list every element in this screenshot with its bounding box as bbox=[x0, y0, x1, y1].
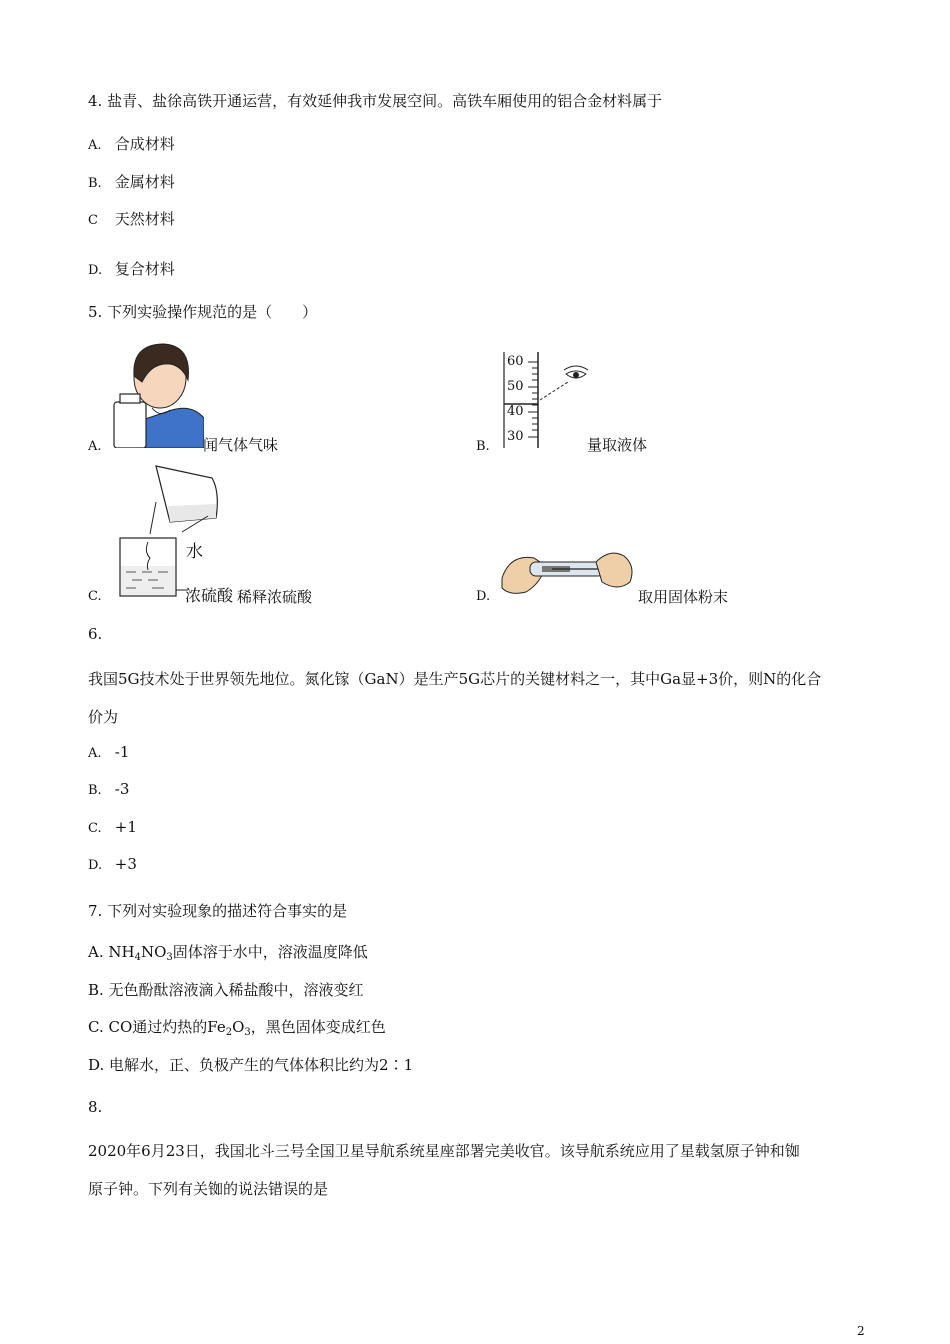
q5-option-c-letter[interactable] bbox=[88, 586, 110, 604]
option-letter: B. bbox=[88, 783, 102, 798]
cylinder-tick-60: 60 bbox=[507, 354, 524, 369]
cylinder-tick-40: 40 bbox=[507, 404, 524, 419]
cylinder-tick-30: 30 bbox=[507, 429, 524, 444]
question-6-line2: 价为 bbox=[88, 708, 119, 726]
question-8-number: 8. bbox=[88, 1098, 103, 1116]
option-text-part: ，黑色固体变成红色 bbox=[250, 1018, 386, 1036]
option-text-part: C. CO通过灼热的Fe bbox=[88, 1018, 226, 1036]
q6-option-a[interactable] bbox=[88, 743, 129, 761]
q4-option-b[interactable] bbox=[88, 171, 175, 192]
question-6-number: 6. bbox=[88, 625, 103, 643]
option-text: 合成材料 bbox=[114, 135, 175, 153]
q6-option-b[interactable] bbox=[88, 780, 129, 798]
subscript: 2 bbox=[225, 1027, 233, 1038]
question-6-line1: 我国5G技术处于世界领先地位。氮化镓（GaN）是生产5G芯片的关键材料之一，其中Ga显+3价，则N的化合 bbox=[88, 670, 822, 688]
q5-option-b-caption: 量取液体 bbox=[587, 436, 648, 454]
solid-powder-figure bbox=[500, 544, 636, 602]
option-text: 金属材料 bbox=[114, 173, 175, 191]
option-text: +1 bbox=[114, 818, 137, 836]
option-letter: C. bbox=[88, 821, 102, 836]
q4-option-c[interactable] bbox=[88, 208, 175, 229]
q5-option-b-letter[interactable] bbox=[476, 436, 498, 454]
option-letter: C bbox=[88, 213, 98, 228]
option-letter: D. bbox=[476, 589, 491, 604]
option-letter: D. bbox=[88, 858, 103, 873]
q5-option-c-caption: 稀释浓硫酸 bbox=[237, 588, 313, 606]
question-4-stem: 4. 盐青、盐徐高铁开通运营，有效延伸我市发展空间。高铁车厢使用的铝合金材料属于 bbox=[88, 92, 663, 110]
dilute-acid-figure bbox=[112, 462, 232, 602]
q7-option-b[interactable]: B. 无色酚酞溶液滴入稀盐酸中，溶液变红 bbox=[88, 981, 364, 999]
q4-option-d[interactable] bbox=[88, 258, 175, 279]
option-letter: A. bbox=[88, 138, 102, 153]
q7-option-c[interactable] bbox=[88, 1016, 386, 1038]
option-text: 天然材料 bbox=[114, 210, 175, 228]
option-text: -3 bbox=[114, 780, 130, 798]
q5-option-a-letter[interactable] bbox=[88, 436, 110, 454]
subscript: 3 bbox=[166, 952, 173, 963]
subscript: 3 bbox=[244, 1027, 251, 1038]
option-letter: B. bbox=[88, 176, 102, 191]
label-water: 水 bbox=[186, 542, 203, 562]
option-text: -1 bbox=[114, 743, 130, 761]
question-8-line2: 原子钟。下列有关铷的说法错误的是 bbox=[88, 1180, 329, 1198]
smelling-gas-figure bbox=[112, 340, 204, 448]
option-text-part: NO bbox=[140, 943, 167, 961]
q4-option-a[interactable] bbox=[88, 133, 175, 154]
option-letter: A. bbox=[88, 746, 102, 761]
subscript: 4 bbox=[134, 952, 141, 963]
question-7-stem: 7. 下列对实验现象的描述符合事实的是 bbox=[88, 902, 348, 920]
option-letter: D. bbox=[88, 263, 103, 278]
option-text-part: A. NH bbox=[88, 943, 135, 961]
question-5-stem: 5. 下列实验操作规范的是（ ） bbox=[88, 303, 318, 321]
option-text: 复合材料 bbox=[114, 260, 175, 278]
q5-option-d-letter[interactable] bbox=[476, 586, 498, 604]
cylinder-tick-50: 50 bbox=[507, 379, 524, 394]
q6-option-c[interactable] bbox=[88, 818, 137, 836]
option-text-part: O bbox=[232, 1018, 245, 1036]
label-concentrated-acid: 浓硫酸 bbox=[185, 586, 234, 605]
q6-option-d[interactable] bbox=[88, 855, 137, 873]
option-letter: A. bbox=[88, 439, 102, 454]
q5-option-d-caption: 取用固体粉末 bbox=[638, 588, 729, 606]
option-text: +3 bbox=[114, 855, 137, 873]
q7-option-d[interactable]: D. 电解水，正、负极产生的气体体积比约为2∶1 bbox=[88, 1056, 414, 1074]
question-8-line1: 2020年6月23日，我国北斗三号全国卫星导航系统星座部署完美收官。该导航系统应用了星载氢原子钟和铷 bbox=[88, 1142, 800, 1160]
q5-option-a-caption: 闻气体气味 bbox=[203, 436, 279, 454]
option-letter: C. bbox=[88, 589, 102, 604]
q7-option-a[interactable] bbox=[88, 941, 368, 963]
option-text-part: 固体溶于水中，溶液温度降低 bbox=[172, 943, 368, 961]
option-letter: B. bbox=[476, 439, 490, 454]
page-number: 2 bbox=[857, 1324, 865, 1338]
